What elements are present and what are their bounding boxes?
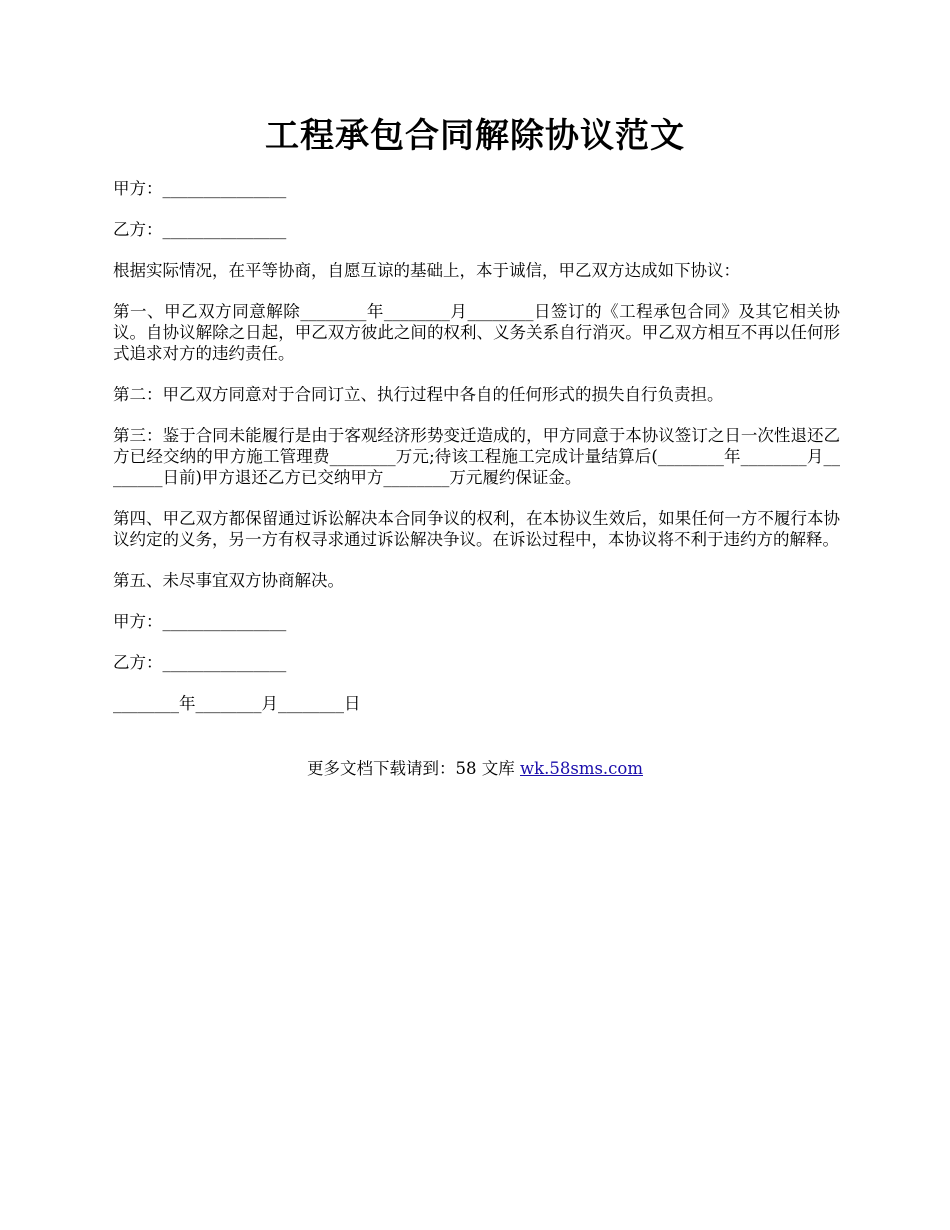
footer-download-note [0,758,950,780]
footer-prefix: 更多文档下载请到：58 文库 [306,759,520,778]
header-party-a-line: 甲方：_______________ [113,179,287,198]
intro-paragraph: 根据实际情况，在平等协商，自愿互谅的基础上，本于诚信，甲乙双方达成如下协议： [113,261,740,280]
sign-party-a-line: 甲方：_______________ [113,612,287,631]
header-party-b-line: 乙方：_______________ [113,220,287,239]
clause-4-paragraph: 第四、甲乙双方都保留通过诉讼解决本合同争议的权利，在本协议生效后，如果任何一方不履行本协议约定的义务，另一方有权寻求通过诉讼解决争议。在诉讼过程中，本协议将不利于违约方的解释。 [113,509,840,549]
clause-2-paragraph: 第二：甲乙双方同意对于合同订立、执行过程中各自的任何形式的损失自行负责担。 [113,385,724,404]
clause-3-paragraph: 第三：鉴于合同未能履行是由于客观经济形势变迁造成的，甲方同意于本协议签订之日一次性退还乙方已经交纳的甲方施工管理费________万元;待该工程施工完成计量结算后(________年________月________日前)甲方退还乙方已交纳甲方________万元履约保证金。 [113,426,840,487]
clause-5-paragraph: 第五、未尽事宜双方协商解决。 [113,571,344,590]
sign-party-b-line: 乙方：_______________ [113,653,287,672]
footer-link[interactable]: wk.58sms.com [519,759,643,778]
sign-date-line: ________年________月________日 [113,694,361,713]
clause-1-paragraph: 第一、甲乙双方同意解除________年________月________日签订的《工程承包合同》及其它相关协议。自协议解除之日起，甲乙双方彼此之间的权利、义务关系自行消灭。甲乙双方相互不再以任何形式追求对方的违约责任。 [113,302,840,363]
document-body [113,178,840,734]
document-title: 工程承包合同解除协议范文 [265,116,685,156]
